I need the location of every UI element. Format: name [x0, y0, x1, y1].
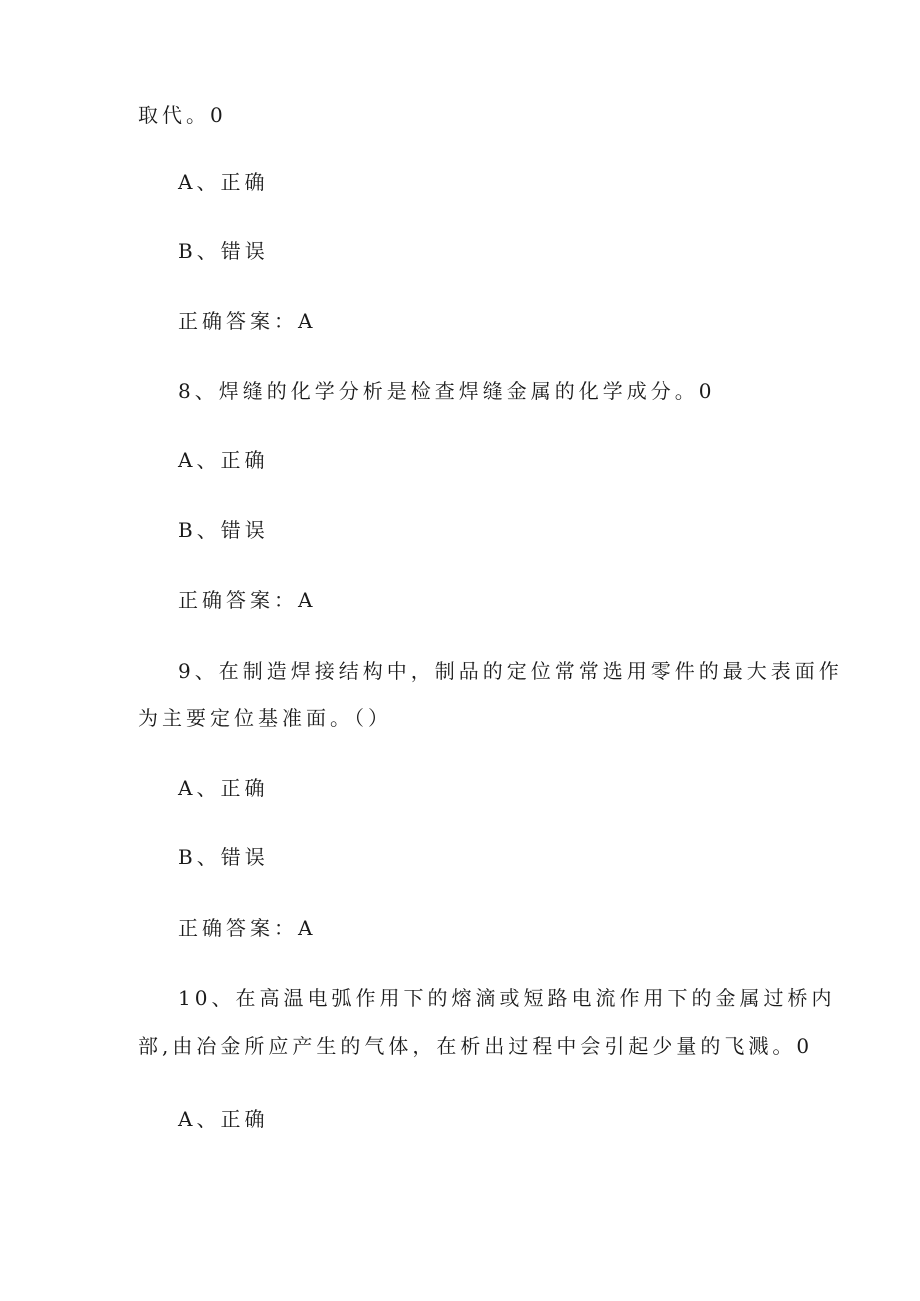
- question-8: 8、焊缝的化学分析是检查焊缝金属的化学成分。0: [178, 379, 716, 403]
- correct-answer: 正确答案：A: [178, 916, 317, 940]
- option-b: B、错误: [178, 518, 269, 542]
- option-b: B、错误: [178, 239, 269, 263]
- option-a: A、正确: [178, 1107, 269, 1131]
- option-b: B、错误: [178, 845, 269, 869]
- option-a: A、正确: [178, 170, 269, 194]
- question-10-continuation: 部,由冶金所应产生的气体，在析出过程中会引起少量的飞溅。0: [138, 1034, 814, 1058]
- option-a: A、正确: [178, 776, 269, 800]
- question-7-continuation: 取代。0: [138, 103, 227, 127]
- question-10: 10、在高温电弧作用下的熔滴或短路电流作用下的金属过桥内: [178, 986, 836, 1010]
- question-9: 9、在制造焊接结构中，制品的定位常常选用零件的最大表面作: [178, 659, 843, 683]
- correct-answer: 正确答案：A: [178, 588, 317, 612]
- correct-answer: 正确答案：A: [178, 309, 317, 333]
- question-9-continuation: 为主要定位基准面。（）: [138, 706, 392, 730]
- option-a: A、正确: [178, 448, 269, 472]
